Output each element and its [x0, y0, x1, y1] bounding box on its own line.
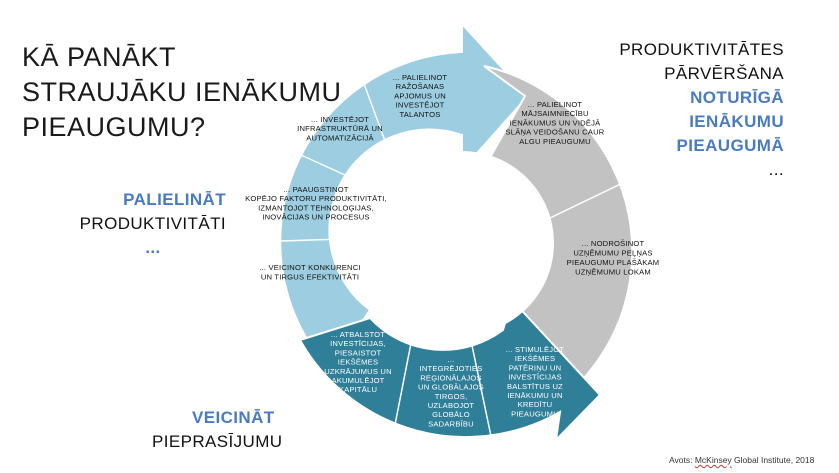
segment-line: UZKRĀJUMUS UN — [324, 366, 392, 376]
right-group-line-4: IENĀKUMU — [689, 112, 784, 131]
segment-line: UN TIRGUS EFEKTIVITĀTI — [260, 272, 360, 282]
segment-line: ... VEICINOT KONKURENCI — [259, 263, 361, 272]
bottom-group-label — [140, 406, 288, 454]
segment-line: PIEAUGUMU — [511, 409, 559, 419]
segment-line: PIESAISTOT — [334, 348, 382, 358]
segment-text-s4 — [259, 263, 361, 282]
segment-line: ... PALIELINOT — [527, 100, 583, 109]
title-line-2: STRAUJĀKU IENĀKUMU — [22, 77, 342, 107]
right-group-line-5: PIEAUGUMĀ — [676, 136, 784, 155]
right-group-line-2: PĀRVĒRŠANA — [664, 64, 784, 83]
segment-text-s3 — [245, 185, 387, 222]
source-note — [669, 455, 814, 465]
segment-line: INVESTĒJOT — [395, 100, 445, 110]
segment-line: IZMANTOJOT TEHNOLOĢIJAS, — [258, 203, 374, 213]
segment-line: UZLABOJOT — [427, 401, 475, 410]
segment-line: INVESTĪCIJAS, — [330, 339, 386, 349]
segment-line: AUTOMATIZĀCIJĀ — [306, 133, 374, 143]
segment-line: IENĀKUMUS UN VIDĒJĀ — [509, 118, 601, 128]
segment-line: KAPITĀLU — [338, 385, 378, 395]
bottom-group-line-2: PIEPRASĪJUMU — [152, 432, 283, 451]
segment-line: PATĒRIŅU UN — [508, 363, 562, 373]
title-line-3: PIEAUGUMU? — [22, 112, 206, 142]
segment-line: KREDĪTU — [517, 400, 553, 410]
segment-line: INTEGRĒJOTIES — [419, 364, 483, 374]
right-group-line-6: ... — [768, 160, 784, 179]
segment-line: MĀJSAIMNIECĪBU — [521, 109, 589, 119]
bottom-group-line-1: VEICINĀT — [192, 408, 275, 427]
title-line-1: KĀ PANĀKT — [22, 42, 177, 72]
source-prefix: Avots: — [669, 455, 695, 465]
segment-line: UN GLOBĀLAJOS — [418, 382, 484, 392]
right-group-line-3: NOTURĪGĀ — [690, 88, 784, 107]
segment-line: IENĀKUMU UN — [507, 391, 563, 400]
segment-line: TIRGOS, — [434, 391, 468, 401]
segment-line: SLĀŅA VEIDOŠANU CAUR — [505, 127, 605, 137]
segment-line: ... — [447, 355, 455, 364]
left-group-line-3: ... — [145, 238, 161, 257]
segment-line: ... PAAUGSTINOT — [283, 185, 349, 194]
center-circle — [370, 151, 554, 335]
right-group-line-1: PRODUKTIVITĀTES — [619, 40, 784, 59]
segment-line: INOVĀCIJAS UN PROCESUS — [262, 212, 370, 222]
segment-line: RAŽOŠANAS — [395, 82, 445, 92]
segment-line: AKUMULĒJOT — [331, 376, 385, 385]
segment-line: ... NODROŠINOT — [581, 239, 645, 248]
right-group-label — [594, 38, 784, 182]
segment-line: UZŅĒMUMU PEĻŅAS — [573, 248, 653, 258]
left-group-line-2: PRODUKTIVITĀTI — [79, 214, 226, 233]
source-rest: Global Institute, 2018 — [731, 455, 815, 465]
segment-line: KOPĒJO FAKTORU PRODUKTIVITĀTI, — [245, 194, 387, 204]
segment-line: ALGU PIEAUGUMU — [519, 136, 591, 146]
segment-line: IEKŠĒMES — [514, 354, 556, 364]
segment-line: INVESTĪCIJAS — [508, 372, 562, 382]
segment-line: BALSTĪTUS UZ — [507, 381, 563, 391]
segment-line: IEKŠĒMES — [337, 357, 379, 367]
segment-line: REĢIONĀLAJOS — [420, 373, 482, 383]
segment-line: ... PALIELINOT — [392, 73, 448, 82]
segment-line: INFRASTRUKTŪRĀ UN — [297, 124, 383, 134]
left-group-line-1: PALIELINĀT — [123, 190, 226, 209]
segment-line: GLOBĀLO — [432, 410, 470, 420]
left-group-label — [40, 188, 226, 260]
source-org: McKinsey — [694, 455, 732, 465]
segment-line: PIEAUGUMU PLAŠĀKAM — [566, 258, 660, 267]
segment-text-s1 — [393, 73, 448, 119]
segment-line: UZŅĒMUMU LOKAM — [575, 267, 651, 277]
segment-line: SADARBĪBU — [428, 419, 474, 429]
segment-line: ... ATBALSTOT — [330, 330, 386, 339]
segment-line: ... STIMULĒJOT — [505, 345, 565, 354]
segment-line: ... INVESTĒJOT — [310, 115, 370, 124]
segment-line: APJOMUS UN — [394, 91, 446, 101]
segment-line: TALANTOS — [399, 109, 441, 119]
